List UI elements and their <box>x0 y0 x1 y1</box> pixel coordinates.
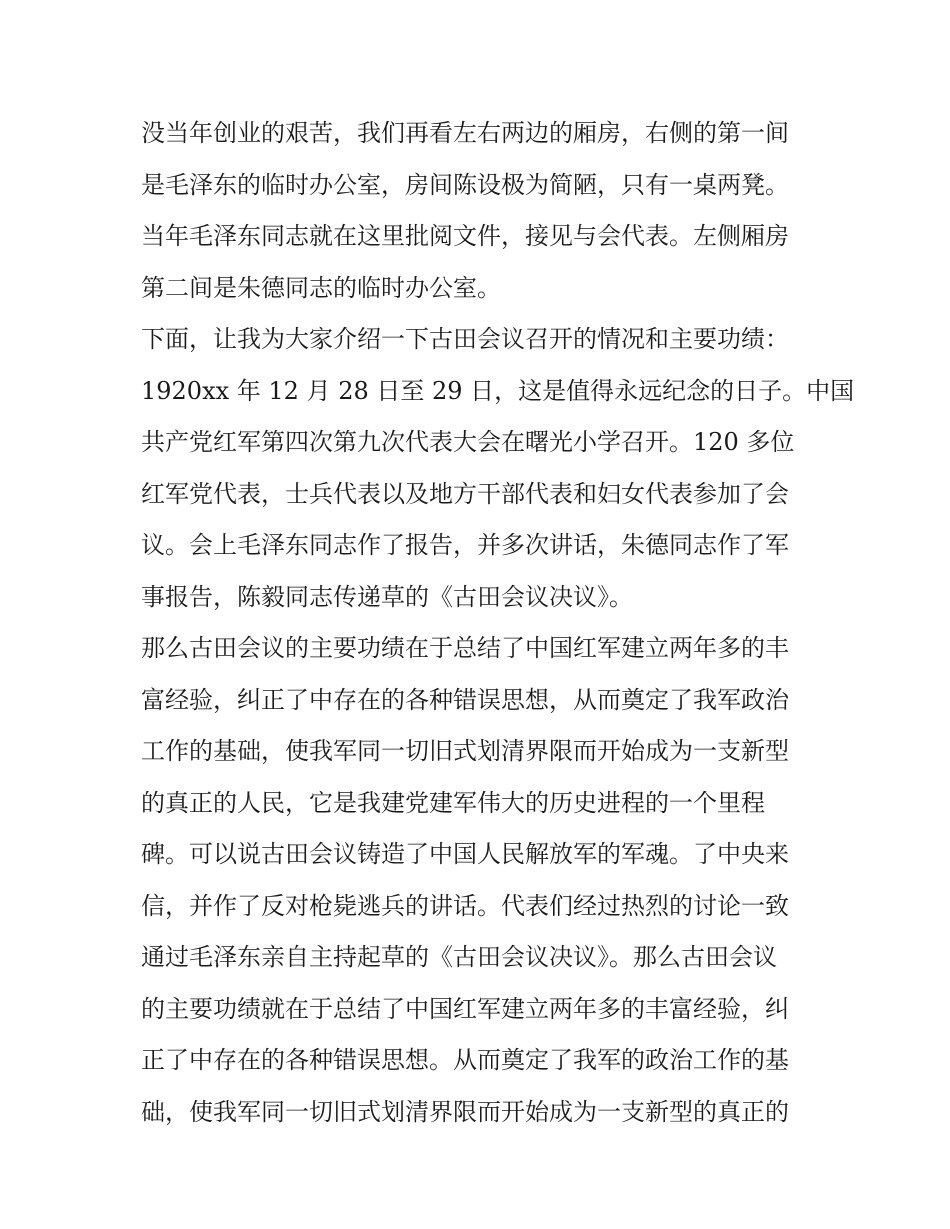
text-line: 富经验，纠正了中存在的各种错误思想，从而奠定了我军政治 <box>141 685 789 714</box>
text-line: 碑。可以说古田会议铸造了中国人民解放军的军魂。了中央来 <box>141 840 789 868</box>
text-line: 通过毛泽东亲自主持起草的《古田会议决议》。那么古田会议 <box>141 943 777 971</box>
text-line: 当年毛泽东同志就在这里批阅文件，接见与会代表。左侧厢房 <box>141 222 789 250</box>
text-line: 红军党代表，士兵代表以及地方干部代表和妇女代表参加了会 <box>141 479 789 508</box>
text-line: 议。会上毛泽东同志作了报告，并多次讲话，朱德同志作了军 <box>141 531 789 559</box>
text-line: 共产党红军第四次第九次代表大会在曙光小学召开。120 多位 <box>141 428 795 456</box>
text-line: 事报告，陈毅同志传递草的《古田会议决议》。 <box>141 582 633 611</box>
document-body <box>141 108 855 1138</box>
text-line: 下面，让我为大家介绍一下古田会议召开的情况和主要功绩： <box>141 325 789 353</box>
text-line: 第二间是朱德同志的临时办公室。 <box>141 273 501 302</box>
text-line: 没当年创业的艰苦，我们再看左右两边的厢房，右侧的第一间 <box>141 119 789 147</box>
text-line: 那么古田会议的主要功绩在于总结了中国红军建立两年多的丰 <box>141 634 789 662</box>
text-line: 是毛泽东的临时办公室，房间陈设极为简陋，只有一桌两凳。 <box>141 170 789 199</box>
text-line: 的主要功绩就在于总结了中国红军建立两年多的丰富经验，纠 <box>141 994 789 1023</box>
text-line: 信，并作了反对枪毙逃兵的讲话。代表们经过热烈的讨论一致 <box>141 891 789 920</box>
text-line: 正了中存在的各种错误思想。从而奠定了我军的政治工作的基 <box>141 1046 789 1074</box>
text-line: 的真正的人民，它是我建党建军伟大的历史进程的一个里程 <box>141 788 765 817</box>
text-line: 1920xx 年 12 月 28 日至 29 日，这是值得永远纪念的日子。中国 <box>141 376 855 405</box>
text-line: 工作的基础，使我军同一切旧式划清界限而开始成为一支新型 <box>141 737 789 765</box>
text-line: 础，使我军同一切旧式划清界限而开始成为一支新型的真正的 <box>141 1097 789 1126</box>
